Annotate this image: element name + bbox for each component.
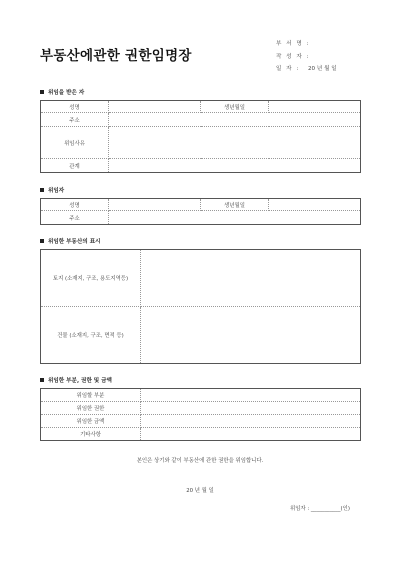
square-bullet-icon: [40, 378, 44, 382]
delegate-reason-label: 위임사유: [41, 127, 109, 159]
scope-amount-field[interactable]: [141, 415, 361, 428]
delegator-name-field[interactable]: [109, 199, 201, 211]
square-bullet-icon: [40, 239, 44, 243]
delegate-address-label: 주소: [41, 113, 109, 127]
delegator-birth-field[interactable]: [269, 199, 361, 211]
delegator-birth-label: 생년월일: [201, 199, 269, 211]
delegation-notice: 본인은 상기와 같이 부동산에 관한 권한을 위임합니다.: [136, 458, 264, 464]
delegate-table: [40, 100, 361, 173]
property-land-field[interactable]: [141, 250, 361, 307]
section-delegator-title: 위임자: [48, 188, 65, 194]
document-meta: [276, 38, 337, 76]
delegate-relation-field[interactable]: [109, 159, 361, 173]
delegate-address-field[interactable]: [109, 113, 361, 127]
delegator-name-label: 성명: [41, 199, 109, 211]
delegator-address-field[interactable]: [109, 211, 361, 225]
delegate-name-label: 성명: [41, 101, 109, 113]
delegate-birth-field[interactable]: [269, 101, 361, 113]
footer-date: 20 년 월 일: [186, 488, 214, 494]
scope-part-field[interactable]: [141, 389, 361, 402]
section-delegate-title: 위임을 받은 자: [48, 90, 85, 96]
property-land-label: 토지 (소재지, 구조, 용도지역등): [41, 250, 141, 307]
delegate-birth-label: 생년월일: [201, 101, 269, 113]
delegator-table: [40, 198, 361, 225]
section-property-title: 위임한 부동산의 표시: [48, 239, 101, 245]
property-building-field[interactable]: [141, 307, 361, 364]
section-scope-title: 위임한 부분, 권한 및 금액: [48, 378, 112, 384]
scope-table: [40, 388, 361, 441]
meta-dept-label: 부 서 명 :: [276, 41, 310, 47]
meta-author-label: 작 성 자 :: [276, 53, 310, 60]
property-building-label: 건물 (소재지, 구조, 면적 등): [41, 307, 141, 364]
meta-author-row: [276, 51, 337, 64]
delegate-relation-label: 관계: [41, 159, 109, 173]
scope-other-field[interactable]: [141, 428, 361, 441]
signature-line[interactable]: 위임자 : ___________(인): [290, 506, 350, 512]
scope-part-label: 위임할 부분: [41, 389, 141, 402]
delegate-reason-field[interactable]: [109, 127, 361, 159]
section-delegator-heading: [40, 186, 64, 194]
meta-date-row: [276, 63, 337, 76]
property-table: [40, 249, 361, 364]
square-bullet-icon: [40, 90, 44, 94]
delegate-name-field[interactable]: [109, 101, 201, 113]
section-delegate-heading: [40, 88, 84, 96]
scope-authority-field[interactable]: [141, 402, 361, 415]
section-scope-heading: [40, 376, 112, 384]
delegator-address-label: 주소: [41, 211, 109, 225]
scope-other-label: 기타사항: [41, 428, 141, 441]
meta-date-label: 일 자 :: [276, 66, 300, 72]
page-title: 부동산에관한 권한임명장: [40, 48, 192, 64]
section-property-heading: [40, 237, 101, 245]
scope-amount-label: 위임한 금액: [41, 415, 141, 428]
scope-authority-label: 위임한 권한: [41, 402, 141, 415]
square-bullet-icon: [40, 188, 44, 192]
meta-date-value: 20 년 월 일: [308, 66, 337, 72]
meta-dept-row: [276, 38, 337, 51]
